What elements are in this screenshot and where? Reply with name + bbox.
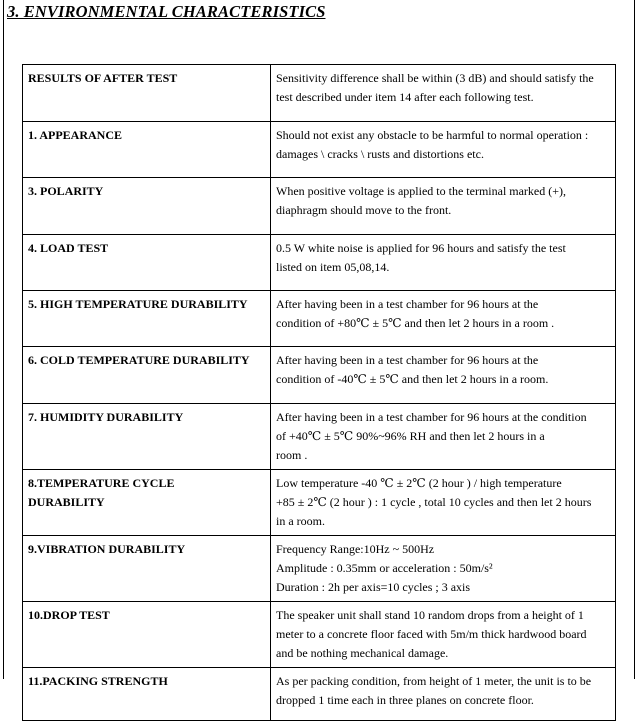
test-item-requirement: [271, 470, 616, 536]
test-item-requirement: [271, 178, 616, 235]
requirement-line: diaphragm should move to the front.: [276, 203, 452, 217]
requirement-line: After having been in a test chamber for 96 hours at the condition: [276, 410, 587, 424]
test-item-name: 1. APPEARANCE: [23, 122, 271, 178]
table-row: [23, 235, 616, 291]
requirement-line: meter to a concrete floor faced with 5m/m thick hardwood board: [276, 627, 587, 641]
requirement-line: and be nothing mechanical damage.: [276, 646, 449, 660]
test-item-requirement: [271, 122, 616, 178]
table-row: [23, 65, 616, 122]
requirement-line: damages \ cracks \ rusts and distortions etc.: [276, 147, 484, 161]
table-row: [23, 470, 616, 536]
requirement-line: dropped 1 time each in three planes on concrete floor.: [276, 693, 534, 707]
requirement-line: in a room.: [276, 514, 325, 528]
requirement-line: condition of +80℃ ± 5℃ and then let 2 hours in a room .: [276, 316, 555, 330]
table-row: [23, 602, 616, 668]
table-row: [23, 536, 616, 602]
table-row: [23, 404, 616, 470]
requirement-line: listed on item 05,08,14.: [276, 260, 390, 274]
test-item-name: 6. COLD TEMPERATURE DURABILITY: [23, 347, 271, 404]
test-item-name: 4. LOAD TEST: [23, 235, 271, 291]
test-item-requirement: [271, 536, 616, 602]
requirement-line: room .: [276, 448, 308, 462]
requirement-line: Frequency Range:10Hz ~ 500Hz: [276, 542, 435, 556]
requirement-line: Low temperature -40 ℃ ± 2℃ (2 hour ) / high temperature: [276, 476, 562, 490]
requirement-line: test described under item 14 after each following test.: [276, 90, 534, 104]
requirement-line: As per packing condition, from height of 1 meter, the unit is to be: [276, 674, 592, 688]
test-item-requirement: [271, 65, 616, 122]
requirement-line: Should not exist any obstacle to be harmful to normal operation :: [276, 128, 589, 142]
requirement-line: Sensitivity difference shall be within (3 dB) and should satisfy the: [276, 71, 594, 85]
test-item-name: RESULTS OF AFTER TEST: [23, 65, 271, 122]
requirement-line: of +40℃ ± 5℃ 90%~96% RH and then let 2 hours in a: [276, 429, 545, 443]
test-item-name: 3. POLARITY: [23, 178, 271, 235]
requirement-line: After having been in a test chamber for 96 hours at the: [276, 297, 539, 311]
environmental-characteristics-table: [22, 64, 616, 721]
section-title: 3. ENVIRONMENTAL CHARACTERISTICS: [7, 2, 326, 21]
test-item-requirement: [271, 404, 616, 470]
requirement-line: condition of -40℃ ± 5℃ and then let 2 hours in a room.: [276, 372, 549, 386]
test-item-requirement: [271, 602, 616, 668]
test-item-name: 5. HIGH TEMPERATURE DURABILITY: [23, 291, 271, 347]
test-item-requirement: [271, 235, 616, 291]
requirement-line: When positive voltage is applied to the terminal marked (+),: [276, 184, 567, 198]
page-right-border: [634, 0, 635, 679]
table-row: [23, 347, 616, 404]
test-item-name: 11.PACKING STRENGTH: [23, 668, 271, 721]
test-item-requirement: [271, 668, 616, 721]
table-row: [23, 291, 616, 347]
requirement-line: Amplitude : 0.35mm or acceleration : 50m/s²: [276, 561, 493, 575]
requirement-line: The speaker unit shall stand 10 random drops from a height of 1: [276, 608, 584, 622]
test-item-name: 8.TEMPERATURE CYCLE DURABILITY: [23, 470, 271, 536]
requirement-line: 0.5 W white noise is applied for 96 hours and satisfy the test: [276, 241, 566, 255]
table-row: [23, 178, 616, 235]
requirement-line: After having been in a test chamber for 96 hours at the: [276, 353, 539, 367]
page-left-border: [3, 0, 4, 679]
test-item-name: 9.VIBRATION DURABILITY: [23, 536, 271, 602]
test-item-requirement: [271, 347, 616, 404]
test-item-requirement: [271, 291, 616, 347]
test-item-name: 7. HUMIDITY DURABILITY: [23, 404, 271, 470]
table-row: [23, 122, 616, 178]
requirement-line: Duration : 2h per axis=10 cycles ; 3 axis: [276, 580, 471, 594]
table-row: [23, 668, 616, 721]
test-item-name: 10.DROP TEST: [23, 602, 271, 668]
requirement-line: +85 ± 2℃ (2 hour ) : 1 cycle , total 10 cycles and then let 2 hours: [276, 495, 592, 509]
